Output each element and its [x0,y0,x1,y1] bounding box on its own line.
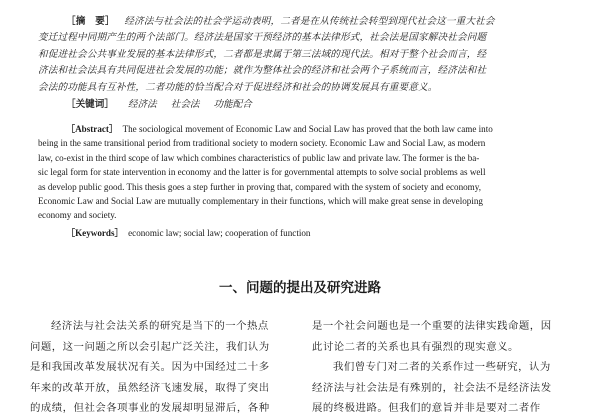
body-line: 是一个社会问题也是一个重要的法律实践命题，因 [312,320,552,332]
abstract-cn-line: 会法的功能具有互补性，二者功能的恰当配合对于促进经济和社会的协调发展具有重要意义。 [38,81,438,93]
keyword-cn: 社会法 [170,99,200,111]
body-line: 问题，这一问题之所以会引起广泛关注，我们认为 [30,340,270,353]
body-column-right [312,316,567,419]
body-line: 年来的改革开放，虽然经济飞速发展，取得了突出 [30,381,270,394]
body-line: 是和我国改革发展状况有关。因为中国经过二十多 [30,361,270,373]
keywords-cn-label: ［关键词］ [66,99,114,111]
abstract-cn-label: ［摘 要］ [66,16,115,27]
abstract-cn-line: ［摘 要］ 经济法与社会法的社会学运动表明，二者是在从传统社会转型到现代社会这一重大社会 [66,16,495,27]
keywords-en-text: economic law; social law; cooperation of function [128,227,311,238]
chinese-abstract [38,14,578,113]
abstract-en-label: ［Abstract］ [66,124,119,134]
abstract-en-line: law, co-exist in the third scope of law which combines characteristics of public law and private law. The former is the ba- [38,152,480,163]
keywords-en [38,226,583,240]
body-line: 的成绩，但社会各项事业的发展却明显滞后，各种 [30,402,270,414]
keywords-cn [38,96,578,113]
english-abstract [38,122,583,240]
body-line: 经济法与社会法关系的研究是当下的一个热点 [51,320,269,332]
abstract-cn-line: 变迁过程中同期产生的两个法部门。经济法是国家干预经济的基本法律形式，社会法是国家解决社会问题 [38,32,487,44]
body-line: 展的终极进路。但我们的意旨并非是要对二者作 [312,402,541,414]
abstract-en-line: ［Abstract］ The sociological movement of Economic Law and Social Law has proved that the both law came into [66,124,493,134]
keyword-cn: 功能配合 [213,99,252,111]
section-heading: 一、问题的提出及研究进路 [219,280,381,296]
abstract-en-line: sic legal form for state intervention in economy and the latter is for governmental attempts to solve social problems as well [38,167,486,178]
body-column-left [30,316,285,419]
abstract-cn-line: 和促进社会公共事业发展的基本法律形式，二者都是隶属于第三法域的现代法。相对于整个社会而言，经 [38,48,487,60]
body-line: 我们曾专门对二者的关系作过一些研究，认为 [333,361,551,373]
body-line: 经济法与社会法是有殊别的，社会法不是经济法发 [312,381,552,394]
abstract-en-line: as develop public good. This thesis goes a step further in proving that, compared with the system of society and economy, [38,181,481,192]
keyword-cn: 经济法 [127,99,157,111]
abstract-en-line: being in the same transitional period from traditional society to modern society. Economic Law and Social Law, as modern [38,138,486,149]
abstract-en-line: Economic Law and Social Law are mutually complementary in their functions, which will make great sense in developing [38,196,483,207]
abstract-en-line: economy and society. [38,210,117,221]
abstract-cn-line: 济法和社会法具有共同促进社会发展的功能；就作为整体社会的经济和社会两个子系统而言，经济法和社 [38,65,487,77]
keywords-en-label: ［Keywords］ [66,227,124,238]
body-line: 此讨论二者的关系也具有强烈的现实意义。 [312,340,519,353]
